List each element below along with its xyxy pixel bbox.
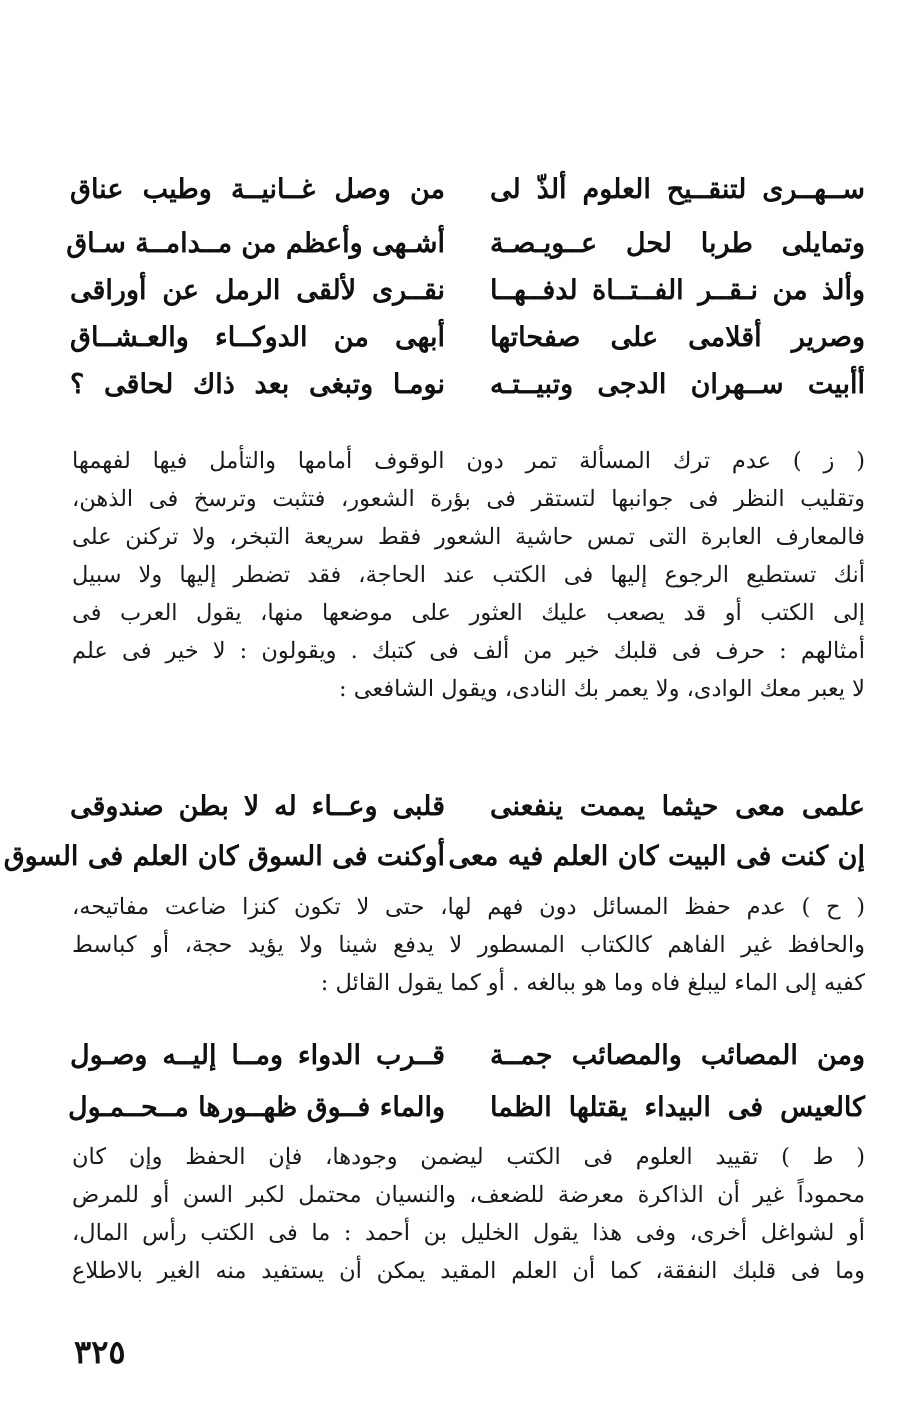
verse (66, 224, 865, 271)
page-number: ٣٢٥ (74, 1333, 126, 1371)
text-line: أنك تستطيع الرجوع إليها فى الكتب عند الحاجة، فقد تضطر إليها ولا سبيل (72, 562, 865, 588)
text-line: لا يعبر معك الوادى، ولا يعمر بك النادى، ويقول الشافعى : (339, 676, 865, 702)
verse (70, 271, 865, 318)
text-line: وما فى قلبك النفقة، كما أن العلم المقيد يمكن أن يستفيد منه الغير بالاطلاع (72, 1258, 865, 1284)
verse-second-hemistich: من وصل غــانيــة وطيب عناق (70, 174, 445, 205)
verse-first-hemistich: وصرير أقلامى على صفحاتها (490, 322, 865, 353)
verse-first-hemistich: ومن المصائب والمصائب جمــة (490, 1040, 865, 1071)
paragraph-t (72, 1138, 865, 1290)
verse-second-hemistich: أشـهى وأعظم من مــدامــة سـاق (66, 228, 445, 259)
text-line: أمثالهم : حرف فى قلبك خير من ألف فى كتبك . ويقولون : لا خير فى علم (72, 638, 865, 664)
poem-block-3 (70, 1034, 865, 1136)
poem-block-1 (66, 170, 865, 412)
verse-first-hemistich: ســهــرى لتنقــيح العلوم ألذّ لى (490, 174, 865, 205)
text-line: فالمعارف العابرة التى تمس حاشية الشعور فقط سريعة التبخر، ولا تركنن على (72, 524, 865, 550)
paragraph-h (72, 888, 865, 1002)
text-line: كفيه إلى الماء ليبلغ فاه وما هو ببالغه . أو كما يقول القائل : (320, 970, 865, 996)
verse-first-hemistich: كالعيس فى البيداء يقتلها الظما (490, 1092, 865, 1123)
verse (70, 318, 865, 365)
verse-second-hemistich: أوكنت فى السوق كان العلم فى السوق (3, 841, 445, 872)
verse (3, 835, 865, 885)
verse (70, 1034, 865, 1086)
verse-first-hemistich: علمى معى حيثما يممت ينفعنى (490, 791, 865, 822)
verse-second-hemistich: أبهى من الدوكــاء والعـشــاق (70, 322, 445, 353)
verse-first-hemistich: أأبيت ســهران الدجى وتبيــتـه (490, 369, 865, 400)
text-line: والحافظ غير الفاهم كالكتاب المسطور لا يدفع شينا ولا يؤيد حجة، أو كباسط (72, 932, 865, 958)
verse-second-hemistich: نقــرى لألقى الرمل عن أوراقى (70, 275, 445, 306)
text-line: ( ح ) عدم حفظ المسائل دون فهم لها، حتى لا تكون كنزا ضاعت مفاتيحه، (72, 894, 865, 920)
text-line: ( ز ) عدم ترك المسألة تمر دون الوقوف أمامها والتأمل فيها لفهمها (72, 448, 865, 474)
text-line: أو لشواغل أخرى، وفى هذا يقول الخليل بن أحمد : ما فى الكتب رأس المال، (72, 1220, 865, 1246)
verse (70, 785, 865, 835)
text-line: وتقليب النظر فى جوانبها لتستقر فى بؤرة الشعور، فتثبت وترسخ فى الذهن، (72, 486, 865, 512)
verse-first-hemistich: وتمايلى طربا لحل عــويـصـة (490, 228, 865, 259)
verse-first-hemistich: وألذ من نـقــر الفــتــاة لدفــهــا (490, 275, 865, 306)
verse-second-hemistich: نومـا وتبغى بعد ذاك لحاقى ؟ (70, 369, 445, 400)
verse (70, 1086, 865, 1136)
verse-first-hemistich: إن كنت فى البيت كان العلم فيه معى (448, 841, 865, 872)
verse-second-hemistich: قــرب الدواء ومــا إليــه وصـول (70, 1040, 445, 1071)
text-line: محموداً غير أن الذاكرة معرضة للضعف، والنسيان محتمل لكبر السن أو للمرض (72, 1182, 865, 1208)
paragraph-z (72, 442, 865, 708)
verse-second-hemistich: والماء فــوق ظهــورها مــحــمـول (68, 1092, 445, 1123)
verse (70, 170, 865, 224)
verse (70, 365, 865, 412)
verse-second-hemistich: قلبى وعــاء له لا بطن صندوقى (70, 791, 445, 822)
text-line: ( ط ) تقييد العلوم فى الكتب ليضمن وجودها، فإن الحفظ وإن كان (72, 1144, 865, 1170)
text-line: إلى الكتب أو قد يصعب عليك العثور على موضعها منها، يقول العرب فى (72, 600, 865, 626)
poem-block-2 (3, 785, 865, 885)
